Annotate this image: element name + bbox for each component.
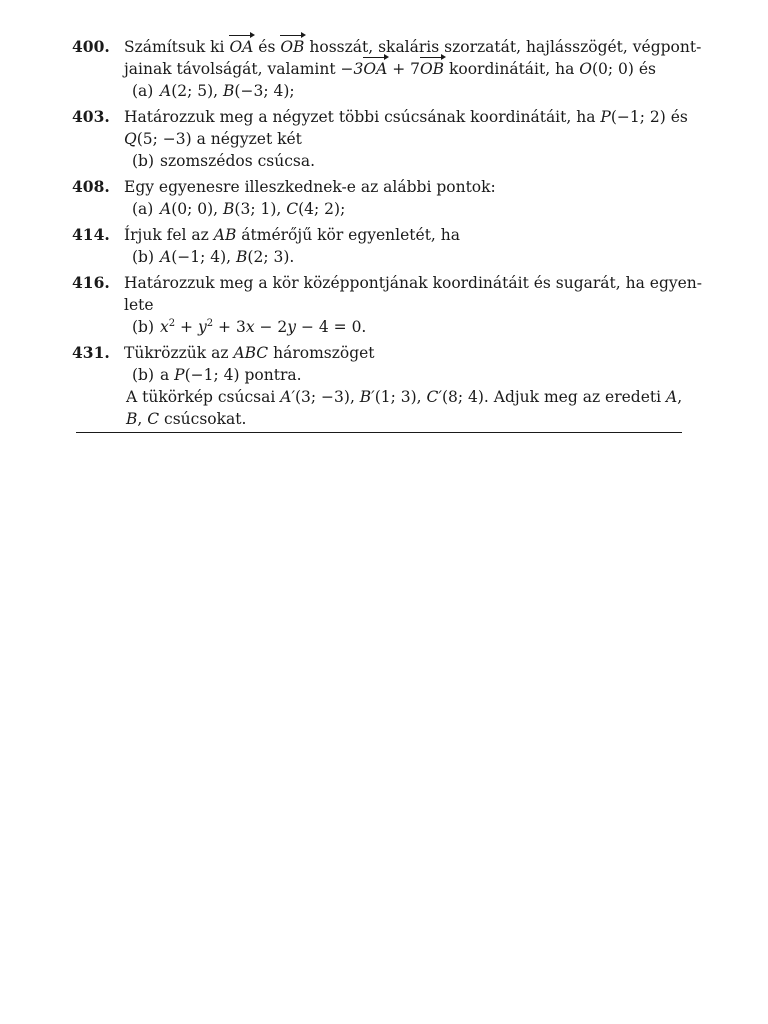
vector-symbol: OA [229, 38, 254, 56]
subproblem-label: (b) [132, 152, 155, 170]
vector-symbol: OA [363, 60, 388, 78]
math-symbol: P [174, 366, 185, 384]
problem-text-line: Q(5; −3) a négyzet két [124, 130, 302, 148]
math-symbol: A [160, 82, 172, 100]
vector-symbol: OB [419, 60, 445, 78]
subproblem: (b) $x^2 + y^2 + 3x - 2y - 4 = 0$. [132, 317, 367, 336]
problem-431 [72, 342, 682, 430]
problem-408 [72, 176, 682, 220]
math-symbol: A [666, 388, 678, 406]
subproblem-label: (a) [132, 82, 154, 100]
problem-number: 414. [72, 225, 110, 244]
math-symbol: AB [213, 226, 237, 244]
math-symbol: A′ [280, 388, 295, 406]
math-symbol: C [286, 200, 299, 218]
problem-416 [72, 272, 703, 338]
problem-text-line: Írjuk fel az AB átmérőjű kör egyenletét, ha [124, 226, 461, 244]
math-symbol: y [197, 318, 207, 336]
subproblem: (b) szomszédos csúcsa. [132, 152, 315, 170]
problem-text-line: Tükrözzük az ABC háromszöget [124, 344, 375, 362]
subproblem: (b) A(−1; 4), B(2; 3). [132, 248, 295, 266]
horizontal-rule [76, 432, 682, 433]
problem-text-line: Számítsuk ki OA és OB hosszát, skaláris szorzatát, hajlásszögét, végpont- [124, 38, 702, 56]
problem-text-line: Határozzuk meg a négyzet többi csúcsának koordinátáit, ha P(−1; 2) és [124, 108, 688, 126]
math-symbol: x [160, 318, 169, 336]
subproblem: (a) A(0; 0), B(3; 1), C(4; 2); [132, 200, 346, 218]
subproblem: (a) A(2; 5), B(−3; 4); [132, 82, 295, 100]
problem-number: 400. [72, 37, 110, 56]
problem-note-line: B, C csúcsokat. [126, 410, 247, 428]
math-symbol: O [579, 60, 592, 78]
math-symbol: B′ [359, 388, 375, 406]
math-symbol: x [245, 318, 255, 336]
exponent: 2 [168, 317, 176, 329]
problem-number: 416. [72, 273, 110, 292]
math-symbol: A [160, 200, 172, 218]
math-symbol: C [147, 410, 160, 428]
subproblem-label: (b) [132, 366, 155, 384]
problem-number: 403. [72, 107, 110, 126]
math-symbol: ABC [233, 344, 269, 362]
subproblem-label: (b) [132, 248, 155, 266]
vector-symbol: OB [280, 38, 305, 56]
math-symbol: B [223, 82, 235, 100]
math-symbol: B [126, 410, 138, 428]
problem-text-line: Határozzuk meg a kör középpontjának koordinátáit és sugarát, ha egyen- [124, 274, 703, 292]
math-symbol: C′ [426, 388, 442, 406]
problem-number: 431. [72, 343, 110, 362]
problem-note-line: A tükörkép csúcsai A′(3; −3), B′(1; 3), C′(8; 4). Adjuk meg az eredeti A, [126, 388, 683, 406]
subproblem: (b) a P(−1; 4) pontra. [132, 366, 302, 384]
subproblem-label: (a) [132, 200, 154, 218]
math-symbol: Q [124, 130, 137, 148]
problem-400 [72, 36, 702, 102]
math-symbol: −3 [340, 60, 364, 78]
problem-list [72, 36, 703, 434]
subproblem-label: (b) [132, 318, 155, 336]
problem-text-line: lete [124, 296, 154, 314]
math-symbol: A [160, 248, 172, 266]
math-symbol: y [287, 318, 297, 336]
problem-414 [72, 224, 682, 268]
exponent: 2 [206, 317, 214, 329]
problem-text-line: jainak távolságát, valamint −3OA + 7OB koordinátáit, ha O(0; 0) és [124, 60, 656, 78]
math-symbol: P [600, 108, 611, 126]
problem-number: 408. [72, 177, 110, 196]
problem-403 [72, 106, 688, 172]
math-symbol: B [223, 200, 235, 218]
problem-text-line: Egy egyenesre illeszkednek-e az alábbi pontok: [124, 178, 496, 196]
math-symbol: B [236, 248, 248, 266]
